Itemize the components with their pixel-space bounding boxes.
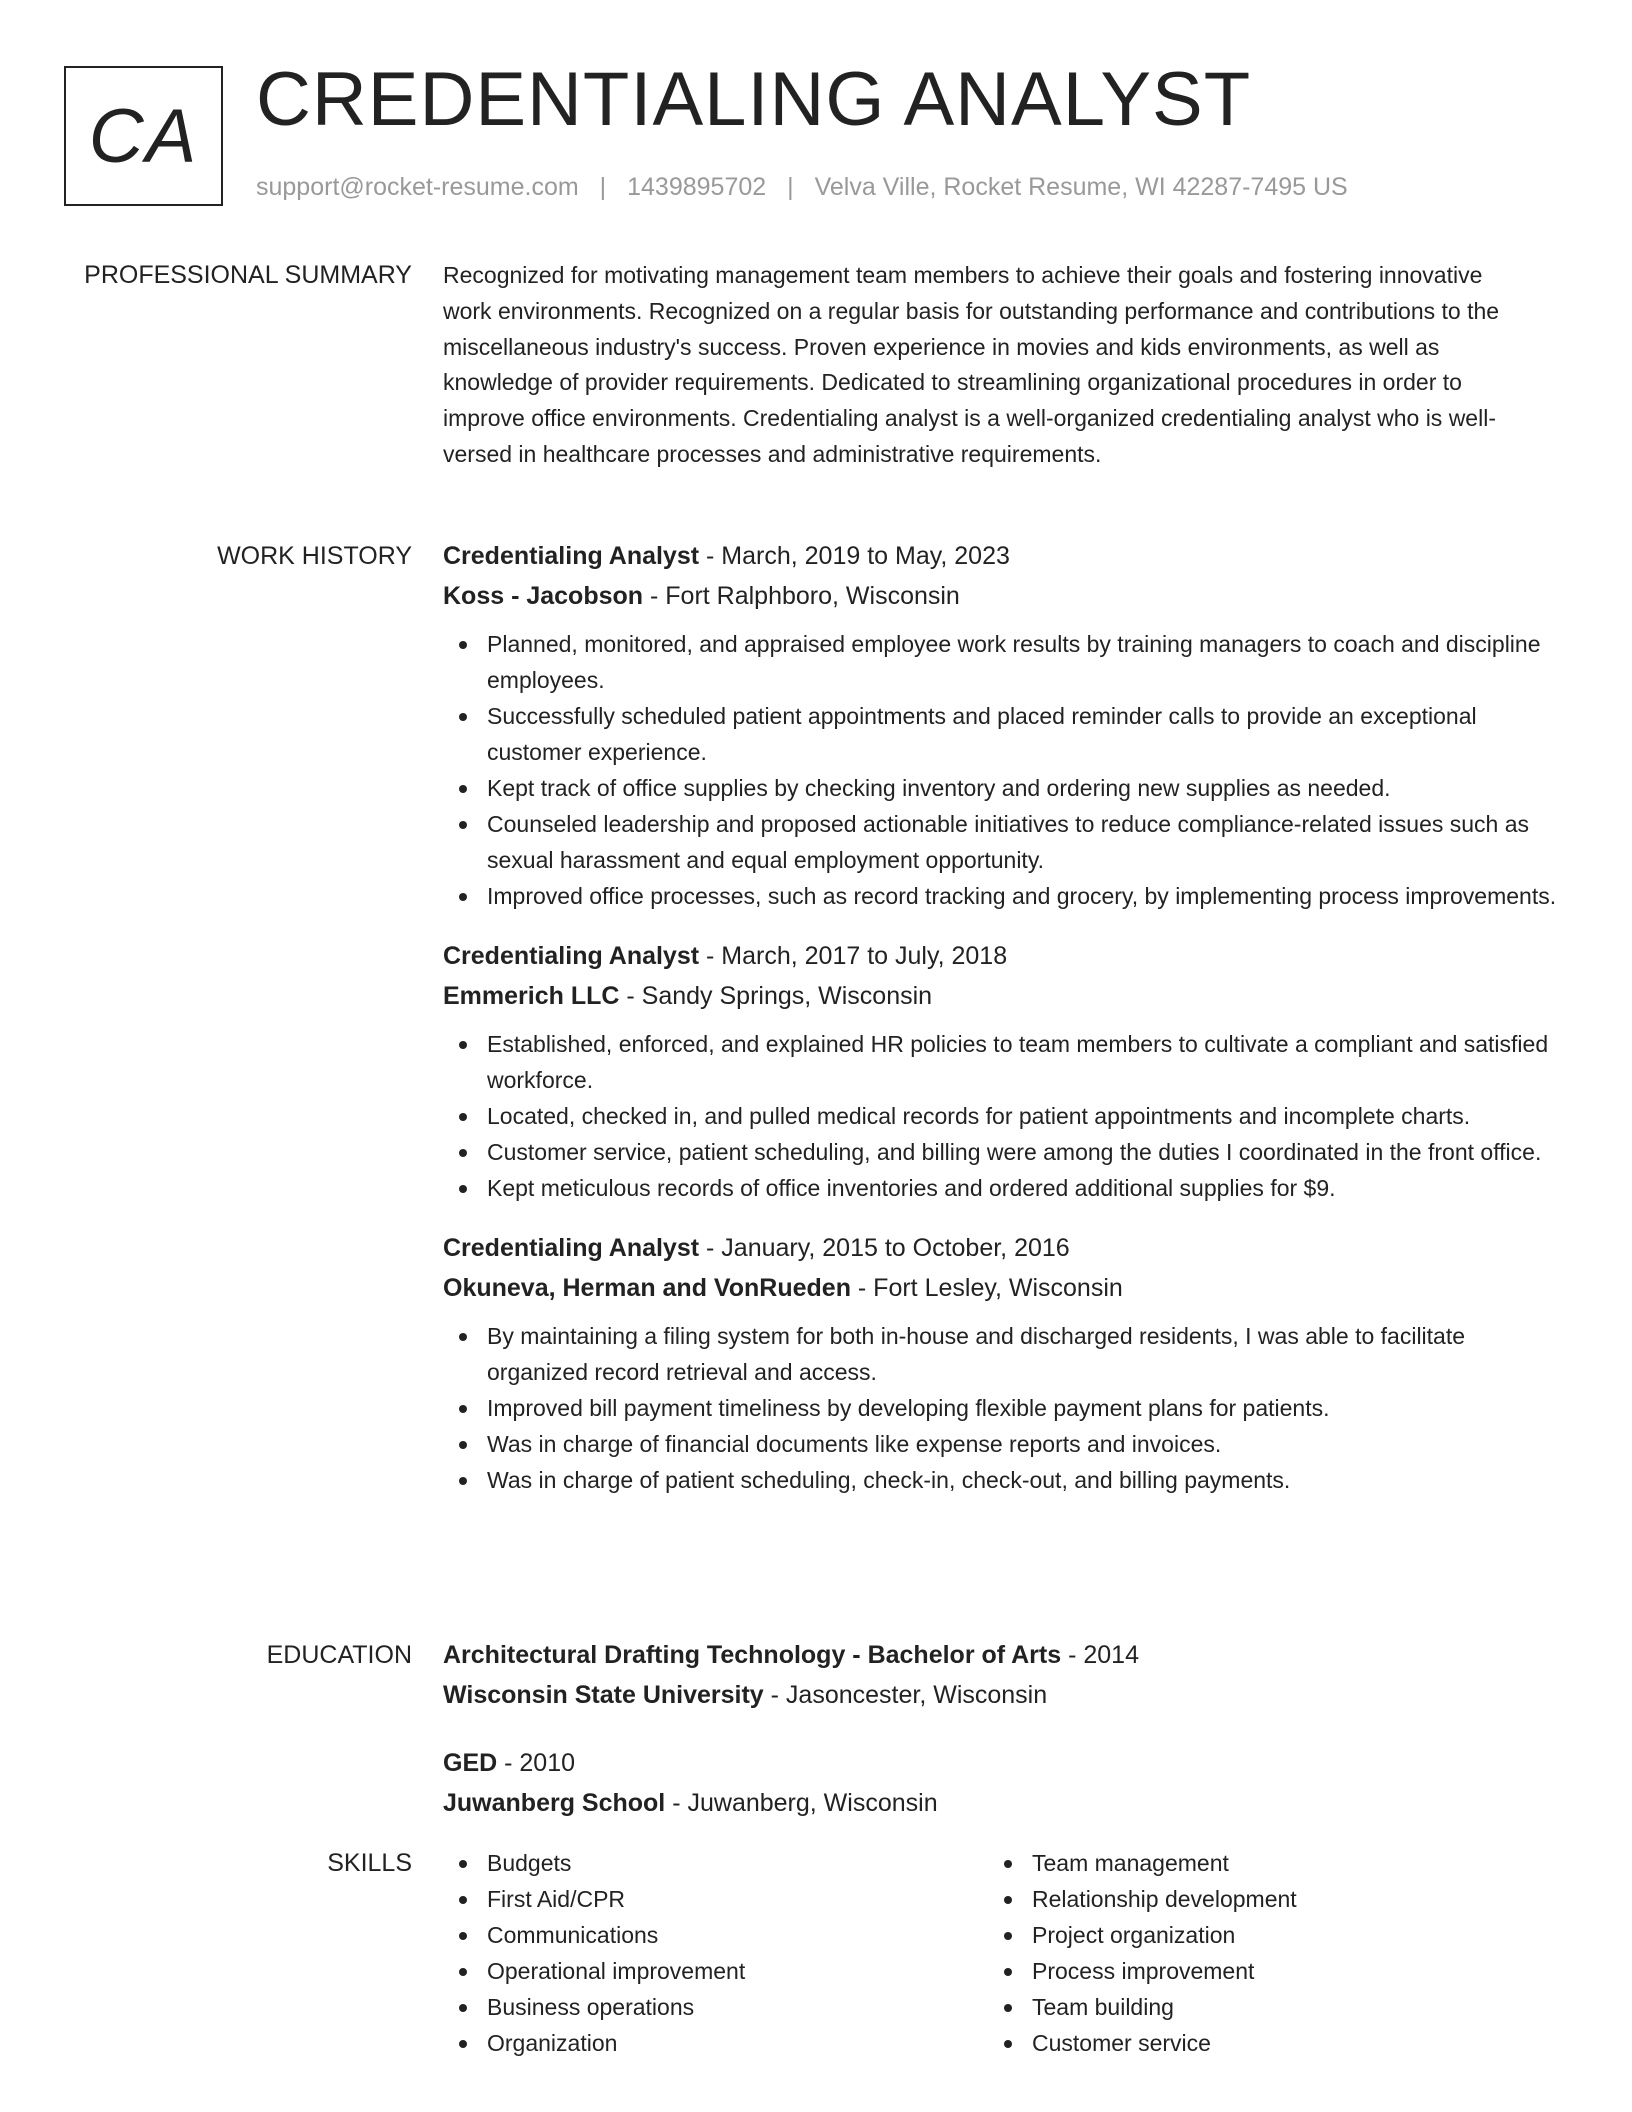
job-title: Credentialing Analyst <box>443 1234 700 1262</box>
education-year: - 2010 <box>497 1749 576 1777</box>
education-degree: Architectural Drafting Technology - Bachelor of Arts <box>443 1641 1062 1669</box>
resume-title: CREDENTIALING ANALYST <box>256 57 1252 142</box>
skills-columns <box>443 1845 1563 2061</box>
skill-item: Process improvement <box>988 1953 1533 1989</box>
job-company: Okuneva, Herman and VonRueden <box>443 1274 851 1302</box>
job-dates: - March, 2019 to May, 2023 <box>699 542 1010 570</box>
job-company-line <box>443 1268 1563 1308</box>
job-bullets <box>443 626 1563 914</box>
monogram-box <box>64 66 223 206</box>
job-title-line <box>443 936 1563 976</box>
job-company-line <box>443 976 1563 1016</box>
education-degree: GED <box>443 1749 498 1777</box>
job-title: Credentialing Analyst <box>443 942 700 970</box>
skill-item: Operational improvement <box>443 1953 988 1989</box>
job-company-line <box>443 576 1563 616</box>
monogram-initials: CA <box>88 93 199 179</box>
contact-address: Velva Ville, Rocket Resume, WI 42287-7495 US <box>814 173 1348 201</box>
education-degree-line <box>443 1635 1563 1675</box>
job-bullets <box>443 1318 1563 1498</box>
skills-column-right <box>988 1845 1533 2061</box>
job-bullet: Counseled leadership and proposed actionable initiatives to reduce compliance-related issues such as sexual harassment and equal employment opportunity. <box>443 806 1563 878</box>
job-entry <box>443 936 1563 1206</box>
skill-item: Project organization <box>988 1917 1533 1953</box>
job-bullet: Improved office processes, such as record tracking and grocery, by implementing process improvements. <box>443 878 1563 914</box>
education-school-line <box>443 1675 1563 1715</box>
job-bullet: Established, enforced, and explained HR policies to team members to cultivate a compliant and satisfied workforce. <box>443 1026 1563 1098</box>
skill-item: Budgets <box>443 1845 988 1881</box>
job-bullet: Planned, monitored, and appraised employee work results by training managers to coach and discipline employees. <box>443 626 1563 698</box>
job-bullet: Kept track of office supplies by checking inventory and ordering new supplies as needed. <box>443 770 1563 806</box>
job-company: Koss - Jacobson <box>443 582 644 610</box>
education-location: - Jasoncester, Wisconsin <box>763 1681 1048 1709</box>
education-entry <box>443 1743 1563 1823</box>
skill-item: Communications <box>443 1917 988 1953</box>
skill-item: Team building <box>988 1989 1533 2025</box>
skills-column-left <box>443 1845 988 2061</box>
education-entry <box>443 1635 1563 1715</box>
education-year: - 2014 <box>1061 1641 1139 1669</box>
skill-item: Organization <box>443 2025 988 2061</box>
job-location: - Fort Lesley, Wisconsin <box>850 1274 1123 1302</box>
job-bullets <box>443 1026 1563 1206</box>
skill-item: Relationship development <box>988 1881 1533 1917</box>
contact-phone: 1439895702 <box>627 173 767 201</box>
summary-text: Recognized for motivating management team members to achieve their goals and fostering innovative work environments. Recognized on a regular basis for outstanding performance and contributions to the miscellaneous industry's success. Proven experience in movies and kids environments, as well as knowledge of provider requirements. Dedicated to streamlining organizational procedures in order to improve office environments. Credentialing analyst is a well-organized credentialing analyst who is well-versed in healthcare processes and administrative requirements. <box>443 262 1500 467</box>
job-entry <box>443 1228 1563 1498</box>
work-history-label: WORK HISTORY <box>217 542 412 570</box>
job-bullet: Located, checked in, and pulled medical records for patient appointments and incomplete charts. <box>443 1098 1563 1134</box>
skill-item: First Aid/CPR <box>443 1881 988 1917</box>
job-bullet: Customer service, patient scheduling, and billing were among the duties I coordinated in the front office. <box>443 1134 1563 1170</box>
education-degree-line <box>443 1743 1563 1783</box>
job-title-line <box>443 1228 1563 1268</box>
summary-label: PROFESSIONAL SUMMARY <box>84 261 412 289</box>
education-school: Juwanberg School <box>443 1789 666 1817</box>
education-school-line <box>443 1783 1563 1823</box>
skill-item: Business operations <box>443 1989 988 2025</box>
skills-label: SKILLS <box>327 1849 412 1877</box>
job-dates: - March, 2017 to July, 2018 <box>699 942 1008 970</box>
contact-line <box>256 173 1348 202</box>
job-bullet: Successfully scheduled patient appointments and placed reminder calls to provide an exceptional customer experience. <box>443 698 1563 770</box>
education-school: Wisconsin State University <box>443 1681 764 1709</box>
job-company: Emmerich LLC <box>443 982 620 1010</box>
skill-item: Customer service <box>988 2025 1533 2061</box>
job-entry <box>443 536 1563 914</box>
contact-email: support@rocket-resume.com <box>256 173 579 201</box>
skill-item: Team management <box>988 1845 1533 1881</box>
education-label: EDUCATION <box>266 1641 412 1669</box>
contact-separator: | <box>599 173 607 201</box>
job-bullet: Improved bill payment timeliness by developing flexible payment plans for patients. <box>443 1390 1563 1426</box>
job-bullet: Was in charge of financial documents like expense reports and invoices. <box>443 1426 1563 1462</box>
job-bullet: By maintaining a filing system for both in-house and discharged residents, I was able to facilitate organized record retrieval and access. <box>443 1318 1563 1390</box>
job-bullet: Was in charge of patient scheduling, check-in, check-out, and billing payments. <box>443 1462 1563 1498</box>
job-location: - Sandy Springs, Wisconsin <box>619 982 933 1010</box>
job-dates: - January, 2015 to October, 2016 <box>699 1234 1070 1262</box>
job-title: Credentialing Analyst <box>443 542 700 570</box>
job-location: - Fort Ralphboro, Wisconsin <box>643 582 960 610</box>
job-bullet: Kept meticulous records of office inventories and ordered additional supplies for $9. <box>443 1170 1563 1206</box>
contact-separator: | <box>787 173 794 201</box>
job-title-line <box>443 536 1563 576</box>
education-location: - Juwanberg, Wisconsin <box>665 1789 938 1817</box>
